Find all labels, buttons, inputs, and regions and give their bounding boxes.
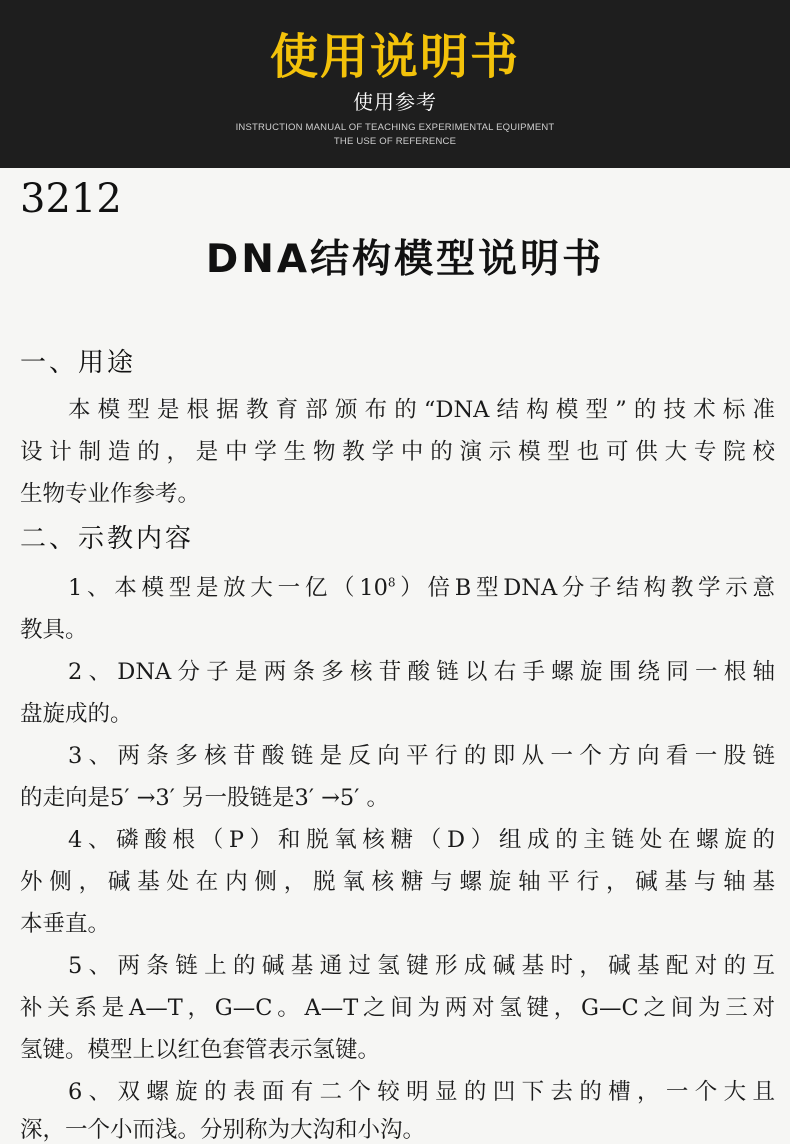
item-5-line-1: 5、两条链上的碱基通过氢键形成碱基时，碱基配对的互	[68, 953, 775, 979]
model-number: 3212	[20, 176, 122, 222]
item-6-line-1: 6、双螺旋的表面有二个较明显的凹下去的槽，一个大且	[68, 1079, 775, 1105]
banner-subtitle: 使用参考	[353, 90, 437, 114]
item-3-line-2: 的走向是5′ →3′ 另一股链是3′ →5′ 。	[20, 785, 390, 811]
item-2-line-1: 2、DNA分子是两条多核苷酸链以右手螺旋围绕同一根轴	[68, 659, 775, 685]
banner-english-line-2: THE USE OF REFERENCE	[333, 136, 457, 147]
section-heading-content: 二、示教内容	[20, 524, 195, 554]
item-6-line-2: 深，一个小而浅。分别称为大沟和小沟。	[20, 1117, 426, 1143]
item-3-line-1: 3、两条多核苷酸链是反向平行的即从一个方向看一股链	[68, 743, 775, 769]
usage-line-2: 设计制造的，是中学生物教学中的演示模型也可供大专院校	[20, 439, 775, 465]
item-5-line-2: 补关系是A—T，G—C。A—T之间为两对氢键，G—C之间为三对	[20, 995, 775, 1021]
item-1-exponent: 8	[387, 575, 396, 590]
item-4-line-1: 4、磷酸根（P）和脱氧核糖（D）组成的主链处在螺旋的	[68, 827, 775, 853]
item-4-line-3: 本垂直。	[20, 911, 111, 937]
banner-english-line-1: INSTRUCTION MANUAL OF TEACHING EXPERIMENTAL EQUIPMENT	[235, 122, 555, 133]
item-2-line-2: 盘旋成的。	[20, 701, 133, 727]
item-4-line-2: 外侧，碱基处在内侧，脱氧核糖与螺旋轴平行，碱基与轴基	[20, 869, 775, 895]
usage-line-1: 本模型是根据教育部颁布的“DNA结构模型”的技术标准	[68, 397, 775, 423]
usage-line-3: 生物专业作参考。	[20, 481, 201, 507]
item-1-line-2: 教具。	[20, 617, 88, 643]
item-1-text-b: ）倍B型DNA分子结构教学示意	[395, 575, 775, 601]
header-banner	[0, 0, 790, 168]
item-1-line-1	[20, 570, 775, 602]
item-5-line-3: 氢键。模型上以红色套管表示氢键。	[20, 1037, 381, 1063]
document-title: DNA结构模型说明书	[205, 237, 605, 282]
section-heading-usage: 一、用途	[20, 348, 137, 378]
item-1-text-a: 1、本模型是放大一亿（10	[68, 575, 388, 601]
banner-title: 使用说明书	[269, 29, 520, 85]
